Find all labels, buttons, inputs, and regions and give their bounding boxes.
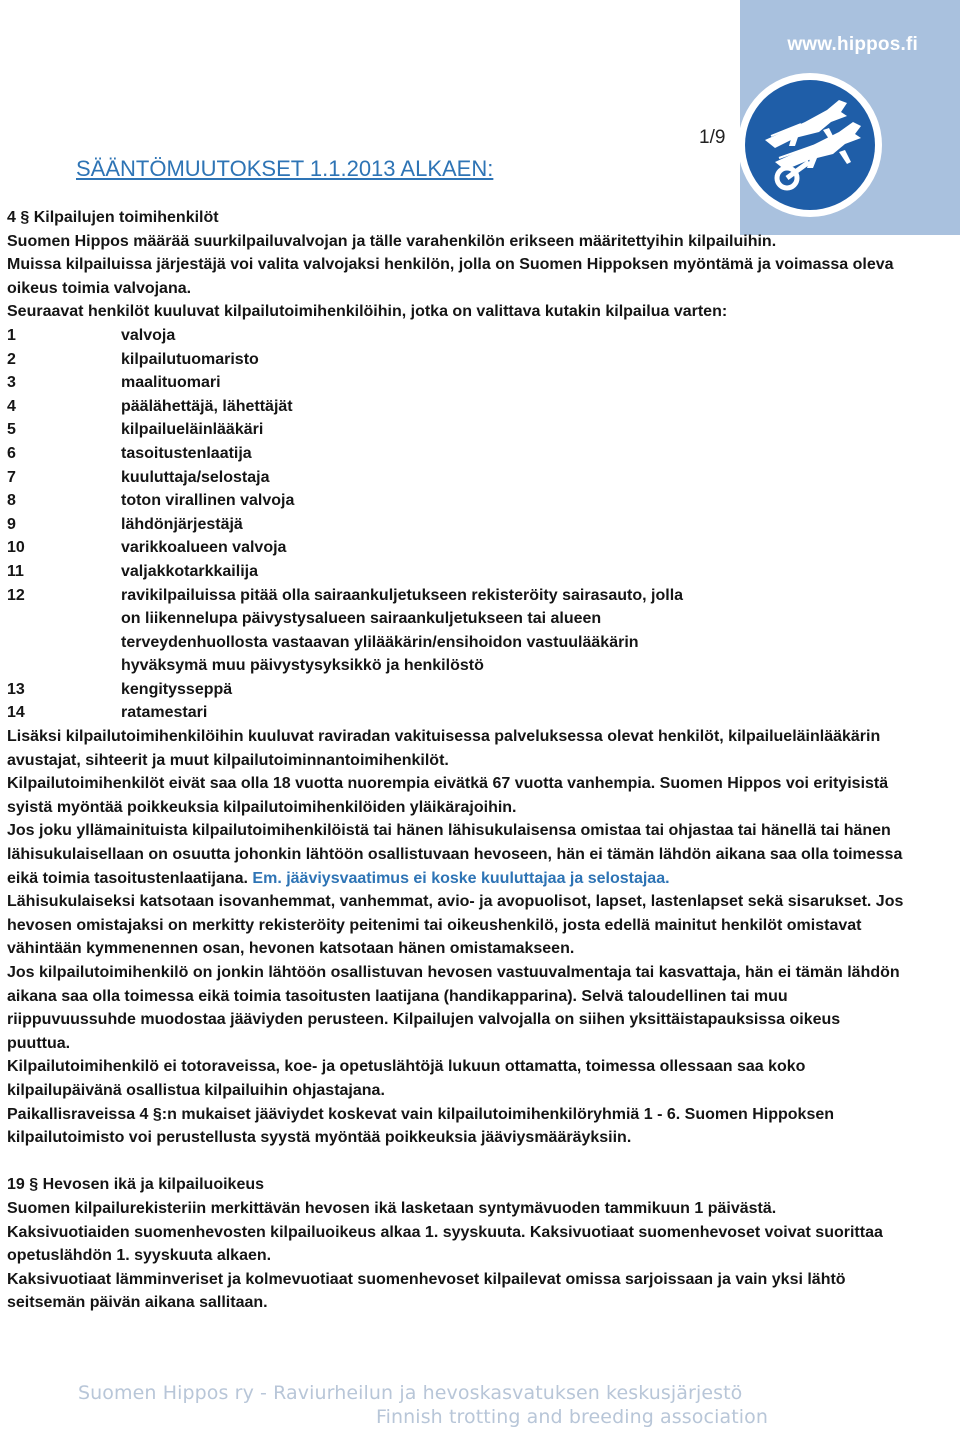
list-text: kilpailueläinlääkäri <box>121 421 264 439</box>
website-url[interactable]: www.hippos.fi <box>787 34 918 55</box>
paragraph: Paikallisraveissa 4 §:n mukaiset jääviydet koskevat vain kilpailutoimihenkilöryhmiä 1 - 6. Suomen Hippoksen kilpailutoimisto voi perustellusta syystä myöntää poikkeuksia jääviysmääräyksiin. <box>7 1105 835 1147</box>
document-body <box>7 206 907 1315</box>
list-number: 9 <box>7 515 16 533</box>
list-text: valjakkotarkkailija <box>121 562 258 580</box>
list-text: varikkoalueen valvoja <box>121 539 287 557</box>
list-text: lähdönjärjestäjä <box>121 515 243 533</box>
hippos-logo <box>735 70 885 220</box>
list-text: toton virallinen valvoja <box>121 492 295 510</box>
list-number: 8 <box>7 492 16 510</box>
list-item <box>7 371 907 395</box>
list-number: 5 <box>7 421 16 439</box>
paragraph: Kaksivuotiaiden suomenhevosten kilpailuoikeus alkaa 1. syyskuuta. Kaksivuotiaat suomenhevoset voivat suorittaa opetuslähdön 1. syyskuuta alkaen. <box>7 1223 883 1265</box>
list-text: kengitysseppä <box>121 680 233 698</box>
officials-list <box>7 324 907 725</box>
list-item <box>7 678 907 702</box>
paragraph: Lisäksi kilpailutoimihenkilöihin kuuluvat raviradan vakituisessa palveluksessa olevat henkilöt, kilpailueläinlääkärin avustajat, sihteerit ja muut kilpailutoiminnantoimihenkilöt. <box>7 728 881 769</box>
list-item <box>7 489 907 513</box>
list-number: 13 <box>7 680 25 698</box>
paragraph: Kilpailutoimihenkilö ei totoraveissa, koe- ja opetuslähtöjä lukuun ottamatta, toimessa ollessaan saa koko kilpailupäivänä osallistua kilpailuihin ohjastajana. <box>7 1058 806 1099</box>
paragraph <box>7 819 907 890</box>
list-item <box>7 418 907 442</box>
list-number: 11 <box>7 562 24 580</box>
spacer <box>7 1150 907 1174</box>
list-text: ravikilpailuissa pitää olla sairaankuljetukseen rekisteröity sairasauto, jolla on liikennelupa päivystysalueen sairaankuljetukseen tai alueen terveydenhuollosta vastaavan ylilääkärin/ensihoidon vastuulääkärin hyväksymä muu päivystysyksikkö ja henkilöstö <box>121 586 684 675</box>
list-item <box>7 536 907 560</box>
list-text: kuuluttaja/selostaja <box>121 468 270 486</box>
list-number: 3 <box>7 374 16 392</box>
list-number: 1 <box>7 326 16 344</box>
section-19-heading: 19 § Hevosen ikä ja kilpailuoikeus <box>7 1176 265 1194</box>
paragraph: Lähisukulaiseksi katsotaan isovanhemmat, vanhemmat, avio- ja avopuolisot, lapset, lastenlapset sekä sisarukset. Jos hevosen omistajaksi on merkitty rekisteröity peitenimi tai oikeushenkilö, josta edellä mainitut henkilöt omistavat vähintään kymmenennen osan, hevonen katsotaan hänen omistamakseen. <box>7 893 904 958</box>
list-item <box>7 348 907 372</box>
section-4-heading: 4 § Kilpailujen toimihenkilöt <box>7 209 219 226</box>
list-text: maalituomari <box>121 374 221 392</box>
list-item <box>7 395 907 419</box>
page-number: 1/9 <box>699 127 726 148</box>
footer <box>78 1382 768 1428</box>
list-number: 2 <box>7 350 16 368</box>
list-item <box>7 513 907 537</box>
list-number: 6 <box>7 444 16 462</box>
list-number: 12 <box>7 586 25 604</box>
list-text: päälähettäjä, lähettäjät <box>121 397 293 415</box>
paragraph: Jos kilpailutoimihenkilö on jonkin lähtöön osallistuvan hevosen vastuuvalmentaja tai kasvattaja, hän ei tämän lähdön aikana saa olla toimessa eikä toimia tasoitusten laatijana (handikapparina). Selvä taloudellinen tai muu riippuvuussuhde muodostaa jääviyden perusteen. Kilpailujen valvojalla on siihen yksittäistapauksissa oikeus puuttua. <box>7 964 900 1052</box>
list-text: tasoitustenlaatija <box>121 444 252 462</box>
list-number: 10 <box>7 539 25 557</box>
list-item <box>7 466 907 490</box>
list-item <box>7 324 907 348</box>
paragraph: Kilpailutoimihenkilöt eivät saa olla 18 vuotta nuorempia eivätkä 67 vuotta vanhempia. Suomen Hippos voi erityisistä syistä myöntää poikkeuksia kilpailutoimihenkilöiden yläikärajoihin. <box>7 775 889 816</box>
paragraph-text: Jos joku yllämainituista kilpailutoimihenkilöistä tai hänen lähisukulaisensa omistaa tai ohjastaa tai hänellä tai hänen lähisukulaisellaan on osuutta johonkin lähtöön osallistuvaan hevoseen, hän ei tämän lähdön aikana saa olla toimessa eikä toimia tasoitustenlaatijana. <box>7 822 903 887</box>
footer-line-finnish: Suomen Hippos ry - Raviurheilun ja hevoskasvatuksen keskusjärjestö <box>78 1382 743 1404</box>
paragraph: Kaksivuotiaat lämminveriset ja kolmevuotiaat suomenhevoset kilpailevat omissa sarjoissaan ja vain yksi lähtö seitsemän päivän aikana sallitaan. <box>7 1270 846 1312</box>
list-text: kilpailutuomaristo <box>121 350 259 368</box>
list-item <box>7 442 907 466</box>
paragraph: Suomen Hippos määrää suurkilpailuvalvojan ja tälle varahenkilön erikseen määritettyihin kilpailuihin. <box>7 232 777 250</box>
footer-line-english: Finnish trotting and breeding association <box>376 1406 768 1428</box>
highlighted-note: Em. jääviysvaatimus ei koske kuuluttajaa ja selostajaa. <box>252 869 670 887</box>
paragraph: Muissa kilpailuissa järjestäjä voi valita valvojaksi henkilön, jolla on Suomen Hippoksen myöntämä ja voimassa oleva oikeus toimia valvojana. <box>7 256 894 297</box>
list-item <box>7 701 907 725</box>
paragraph: Suomen kilpailurekisteriin merkittävän hevosen ikä lasketaan syntymävuoden tammikuun 1 päivästä. <box>7 1199 777 1217</box>
page-title: SÄÄNTÖMUUTOKSET 1.1.2013 ALKAEN: <box>76 156 494 181</box>
list-item <box>7 584 907 678</box>
list-text: ratamestari <box>121 704 208 722</box>
list-number: 14 <box>7 704 25 722</box>
paragraph: Seuraavat henkilöt kuuluvat kilpailutoimihenkilöihin, jotka on valittava kutakin kilpailua varten: <box>7 303 728 321</box>
list-number: 7 <box>7 468 16 486</box>
list-text: valvoja <box>121 326 176 344</box>
list-number: 4 <box>7 397 16 415</box>
list-item <box>7 560 907 584</box>
